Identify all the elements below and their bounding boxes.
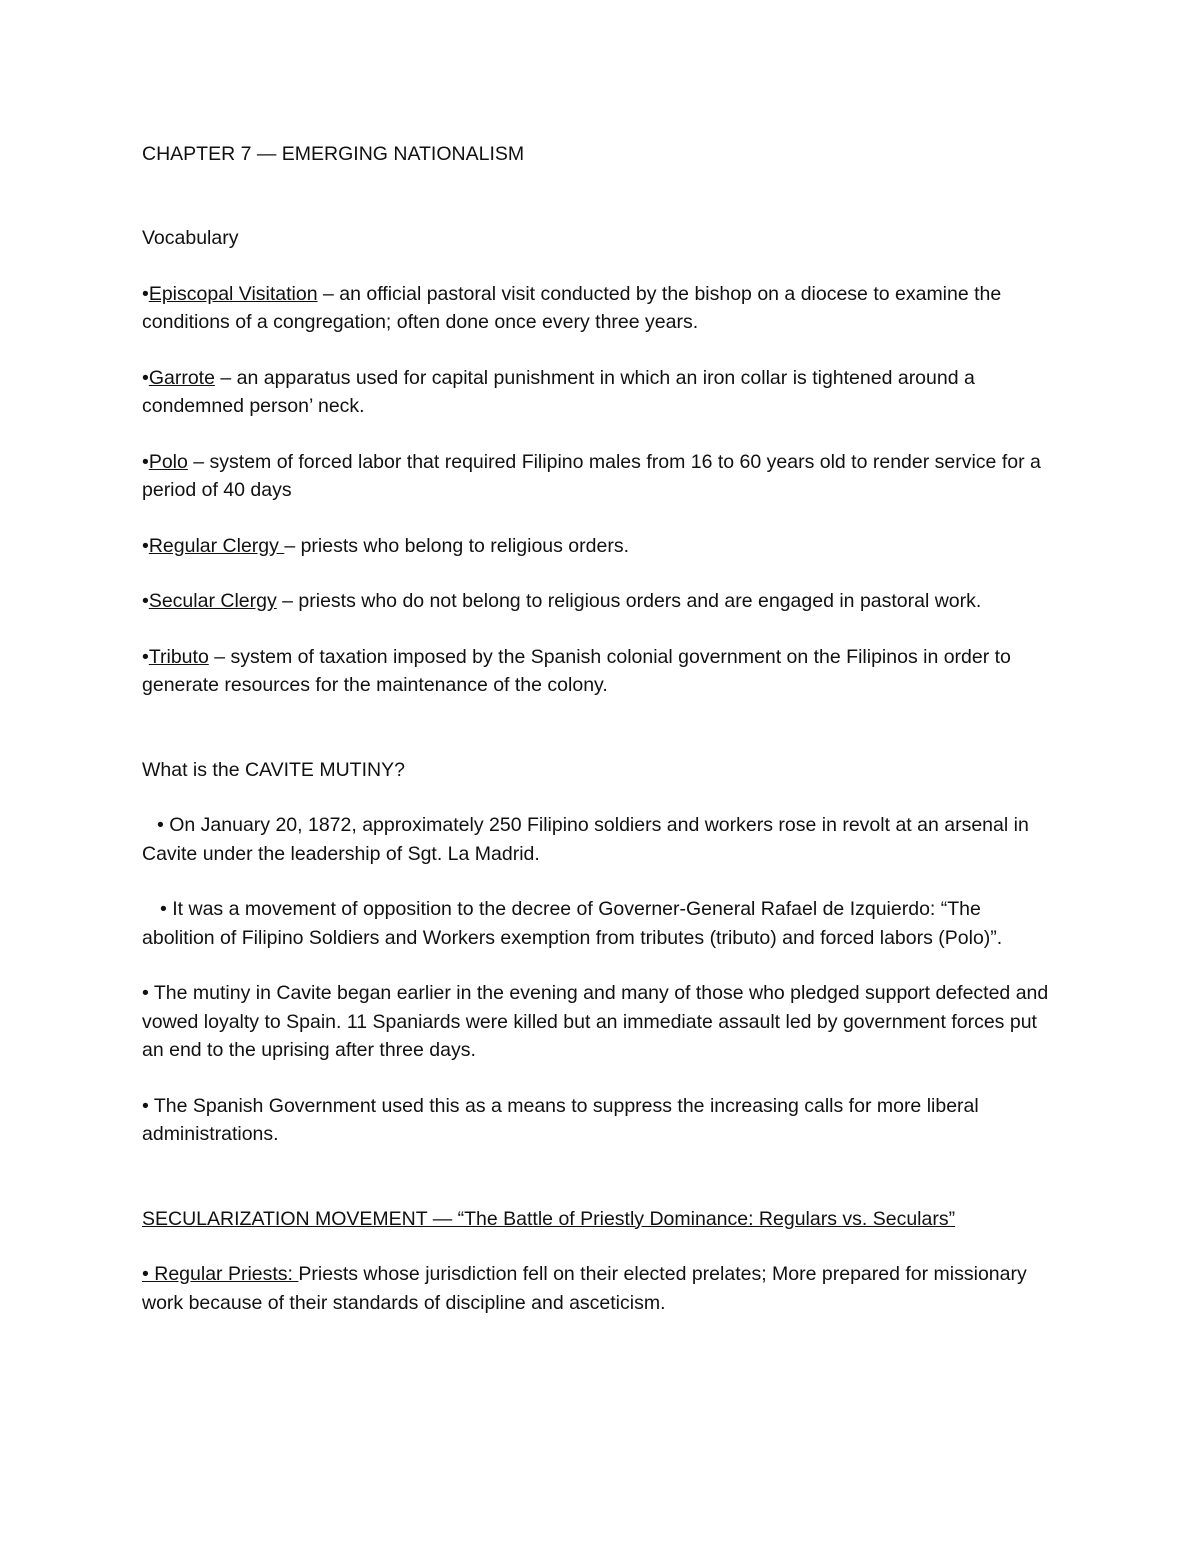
secularization-term: • Regular Priests: bbox=[142, 1263, 299, 1285]
spacer bbox=[142, 421, 1057, 448]
vocab-definition: – system of taxation imposed by the Spanish colonial government on the Filipinos in order to generate resources for the maintenance of the colony. bbox=[142, 645, 1011, 696]
cavite-point: • The Spanish Government used this as a means to suppress the increasing calls for more liberal administrations. bbox=[142, 1094, 979, 1145]
spacer bbox=[142, 616, 1057, 643]
cavite-point: • The mutiny in Cavite began earlier in the evening and many of those who pledged support defected and vowed loyalty to Spain. 11 Spaniards were killed but an immediate assault led by government forces put an end to the uprising after three days. bbox=[142, 982, 1049, 1061]
vocab-item-episcopal-visitation bbox=[142, 280, 1057, 337]
spacer bbox=[142, 868, 1057, 895]
cavite-heading: What is the CAVITE MUTINY? bbox=[142, 758, 405, 781]
bullet: • bbox=[142, 282, 149, 305]
spacer bbox=[142, 784, 1057, 811]
vocab-definition: – an apparatus used for capital punishment in which an iron collar is tightened around a condemned person’ neck. bbox=[142, 366, 975, 417]
vocab-definition: – priests who belong to religious orders. bbox=[284, 534, 629, 557]
vocab-item-garrote bbox=[142, 364, 1057, 421]
secularization-item-regular-priests bbox=[142, 1260, 1057, 1317]
vocab-term: Episcopal Visitation bbox=[148, 282, 318, 305]
vocab-definition: – priests who do not belong to religious orders and are engaged in pastoral work. bbox=[276, 590, 982, 612]
bullet: • bbox=[142, 645, 149, 668]
vocab-item-regular-clergy bbox=[142, 532, 1057, 561]
vocab-term: Polo bbox=[148, 450, 188, 473]
bullet: • bbox=[142, 534, 149, 557]
spacer bbox=[142, 505, 1057, 532]
spacer bbox=[142, 337, 1057, 364]
spacer bbox=[142, 1233, 1057, 1260]
spacer bbox=[142, 700, 1057, 756]
vocabulary-heading: Vocabulary bbox=[142, 227, 239, 249]
bullet: • bbox=[142, 366, 149, 389]
vocab-item-polo bbox=[142, 448, 1057, 505]
bullet: • bbox=[142, 590, 149, 612]
document-page bbox=[142, 140, 1057, 1317]
spacer bbox=[142, 168, 1057, 224]
vocab-item-secular-clergy bbox=[142, 587, 1057, 616]
vocab-definition: – system of forced labor that required Filipino males from 16 to 60 years old to render service for a period of 40 days bbox=[142, 450, 1041, 501]
vocab-term: Regular Clergy bbox=[148, 534, 285, 557]
spacer bbox=[142, 1065, 1057, 1092]
spacer bbox=[142, 1149, 1057, 1205]
bullet: • bbox=[142, 450, 149, 473]
spacer bbox=[142, 952, 1057, 979]
spacer bbox=[142, 560, 1057, 587]
spacer bbox=[142, 253, 1057, 280]
secularization-heading: SECULARIZATION MOVEMENT — “The Battle of Priestly Dominance: Regulars vs. Seculars” bbox=[142, 1207, 956, 1230]
secularization-definition: Priests whose jurisdiction fell on their elected prelates; More prepared for missionary work because of their standards of discipline and asceticism. bbox=[142, 1263, 1027, 1314]
vocab-definition: – an official pastoral visit conducted by the bishop on a diocese to examine the conditions of a congregation; often done once every three years. bbox=[142, 282, 1002, 333]
vocab-term: Garrote bbox=[148, 366, 215, 389]
vocab-term: Secular Clergy bbox=[148, 590, 277, 612]
cavite-point: • On January 20, 1872, approximately 250 Filipino soldiers and workers rose in revolt at an arsenal in Cavite under the leadership of Sgt. La Madrid. bbox=[142, 814, 1029, 865]
vocab-item-tributo bbox=[142, 643, 1057, 700]
chapter-title: CHAPTER 7 — EMERGING NATIONALISM bbox=[142, 143, 525, 165]
cavite-point: • It was a movement of opposition to the decree of Governer-General Rafael de Izquierdo: “The abolition of Filipino Soldiers and Workers exemption from tributes (tributo) and forced labors (Polo)”. bbox=[142, 898, 1003, 949]
vocab-term: Tributo bbox=[148, 645, 209, 668]
